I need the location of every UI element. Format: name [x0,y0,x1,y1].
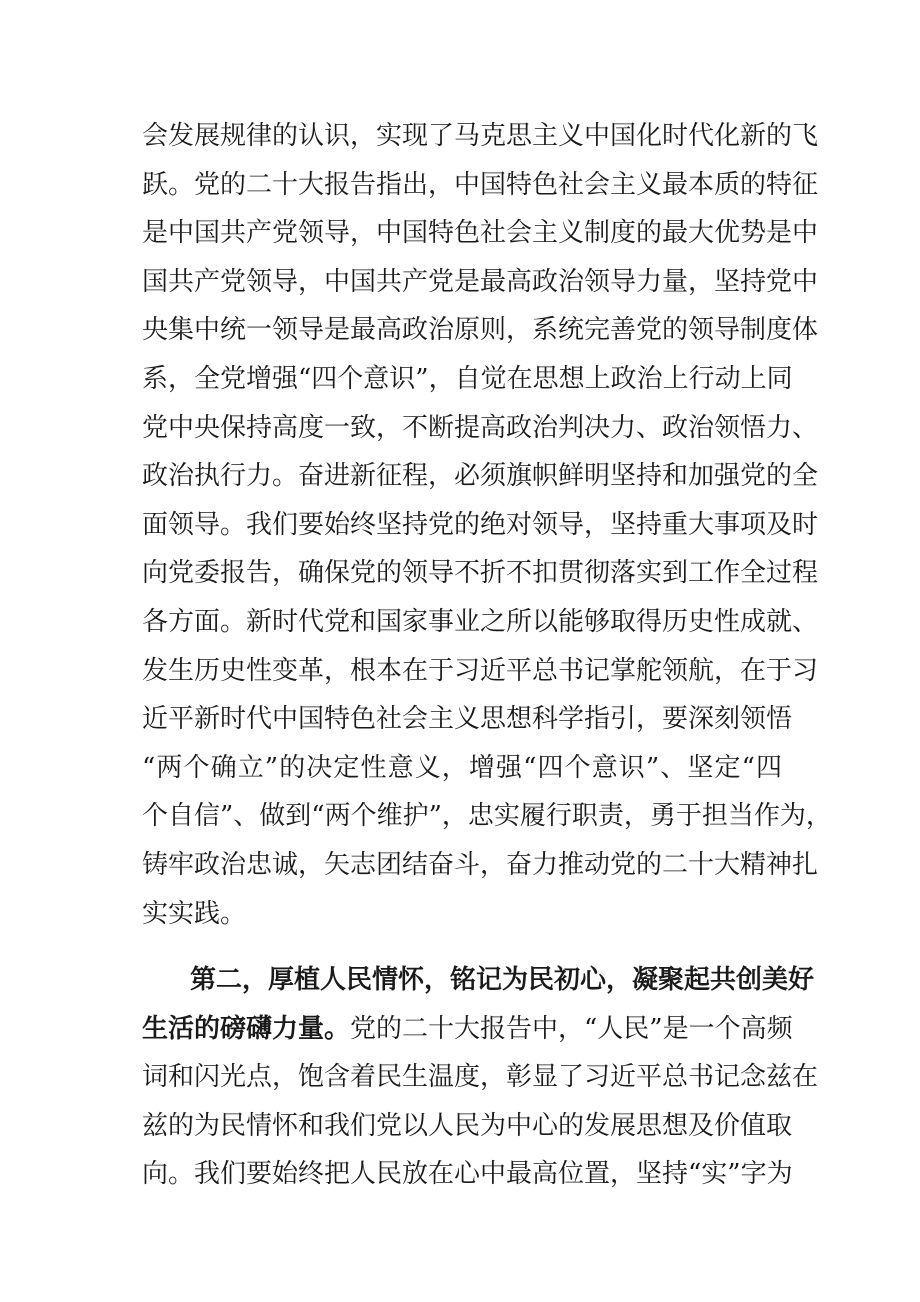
paragraph-line: 兹的为民情怀和我们党以人民为中心的发展思想及价值取 [142,1110,793,1141]
paragraph-2 [142,956,819,1199]
paragraph-line: 是中国共产党领导，中国特色社会主义制度的最大优势是中 [142,218,819,249]
paragraph-gap [142,938,782,956]
paragraph-line: “两个确立”的决定性意义，增强“四个意识”、坚定“四 [142,752,782,783]
paragraph-line: 央集中统一领导是最高政治原则，系统完善党的领导制度体 [142,315,819,346]
section-heading-line-2 [142,1005,793,1054]
paragraph-line: 面领导。我们要始终坚持党的绝对领导，坚持重大事项及时 [142,509,819,540]
paragraph-line: 实实践。 [142,898,247,929]
paragraph-line: 向。我们要始终把人民放在心中最高位置，坚持“实”字为 [142,1159,793,1190]
paragraph-line: 发生历史性变革，根本在于习近平总书记掌舵领航，在于习 [142,655,819,686]
section-heading-bold: 生活的磅礴力量。 [142,1013,351,1044]
document-body [142,112,832,1199]
paragraph-line: 各方面。新时代党和国家事业之所以能够取得历史性成就、 [142,606,819,637]
paragraph-line: 铸牢政治忠诚，矢志团结奋斗，奋力推动党的二十大精神扎 [142,849,819,880]
paragraph-line: 个自信”、做到“两个维护”，忠实履行职责，勇于担当作为， [142,801,832,832]
paragraph-line: 近平新时代中国特色社会主义思想科学指引，要深刻领悟 [142,704,793,735]
paragraph-line: 会发展规律的认识，实现了马克思主义中国化时代化新的飞 [142,121,819,151]
paragraph-line: 向党委报告，确保党的领导不折不扣贯彻落实到工作全过程 [142,558,819,589]
paragraph-1 [142,112,832,938]
section-heading-line: 第二，厚植人民情怀，铭记为民初心，凝聚起共创美好 [190,965,815,996]
paragraph-line: 政治执行力。奋进新征程，必须旗帜鲜明坚持和加强党的全 [142,461,819,492]
paragraph-text: 党的二十大报告中，“人民”是一个高频 [350,1013,793,1044]
paragraph-line: 跃。党的二十大报告指出，中国特色社会主义最本质的特征 [142,169,819,200]
paragraph-line: 系，全党增强“四个意识”，自觉在思想上政治上行动上同 [142,363,793,394]
paragraph-line: 国共产党领导，中国共产党是最高政治领导力量，坚持党中 [142,266,819,297]
paragraph-line: 党中央保持高度一致，不断提高政治判决力、政治领悟力、 [142,412,819,443]
paragraph-line: 词和闪光点，饱含着民生温度，彰显了习近平总书记念兹在 [142,1062,819,1093]
